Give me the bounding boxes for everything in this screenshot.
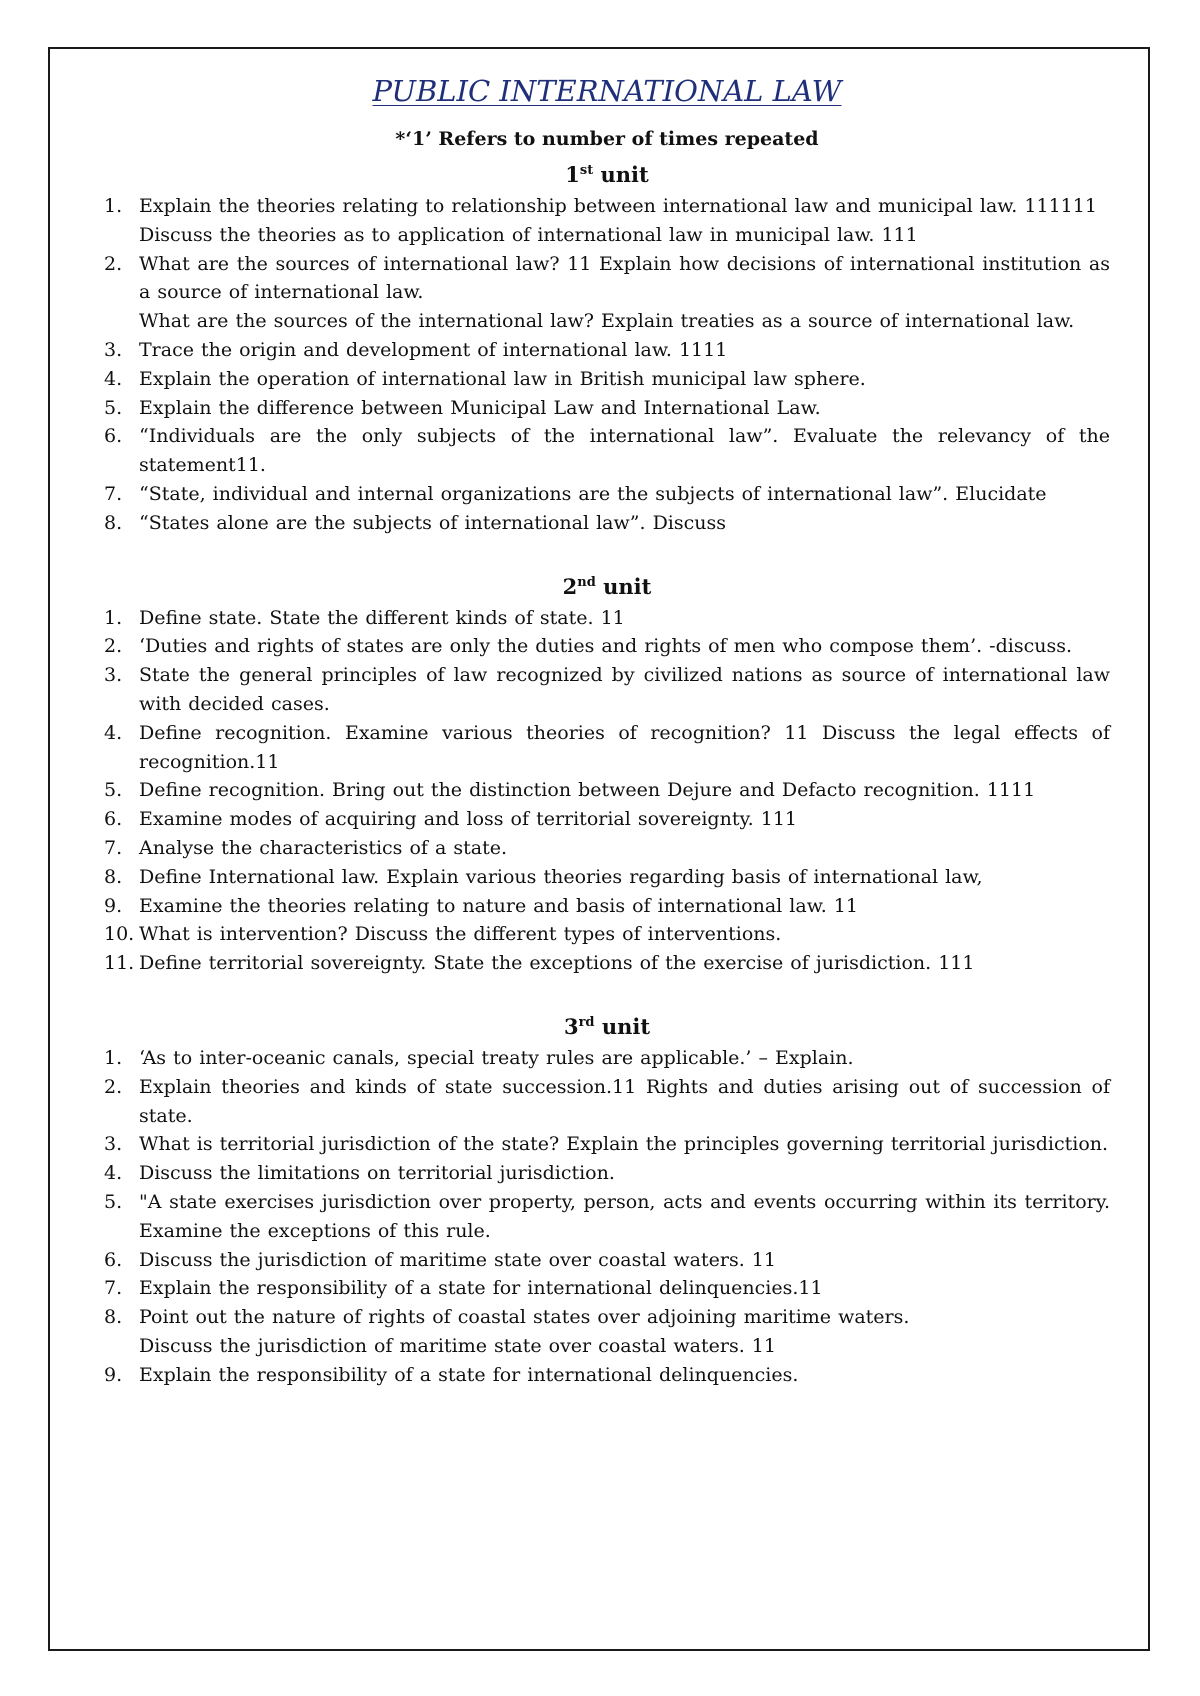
question-item bbox=[104, 394, 1110, 423]
question-number: 4. bbox=[104, 367, 123, 390]
question-number: 3. bbox=[104, 1133, 123, 1156]
question-text: Trace the origin and development of international law. 1111 bbox=[139, 338, 728, 361]
question-item bbox=[104, 863, 1110, 892]
unit-label: unit bbox=[603, 573, 652, 599]
question-item bbox=[104, 776, 1110, 805]
question-item bbox=[104, 661, 1110, 719]
question-number: 3. bbox=[104, 338, 123, 361]
unit-ordinal-suffix: rd bbox=[578, 1014, 595, 1030]
question-text: ‘Duties and rights of states are only the duties and rights of men who compose them’. -discuss. bbox=[139, 635, 1073, 658]
question-item bbox=[104, 892, 1110, 921]
question-text: Discuss the theories as to application of international law in municipal law. 111 bbox=[139, 223, 918, 246]
question-list bbox=[104, 604, 1110, 978]
unit-spacer bbox=[104, 538, 1110, 564]
question-item bbox=[104, 1361, 1110, 1390]
question-item bbox=[104, 1130, 1110, 1159]
question-item bbox=[104, 632, 1110, 661]
question-text: State the general principles of law recognized by civilized nations as source of international law with decided cases. bbox=[139, 664, 1110, 715]
unit-heading bbox=[104, 570, 1110, 604]
question-number: 6. bbox=[104, 1248, 123, 1271]
question-number: 4. bbox=[104, 1162, 123, 1185]
question-text: Explain the responsibility of a state for international delinquencies.11 bbox=[139, 1277, 823, 1300]
question-text: Discuss the limitations on territorial jurisdiction. bbox=[139, 1162, 615, 1185]
unit-heading bbox=[104, 1010, 1110, 1044]
question-item bbox=[104, 604, 1110, 633]
question-item bbox=[104, 192, 1110, 250]
question-item bbox=[104, 834, 1110, 863]
question-number: 8. bbox=[104, 865, 123, 888]
question-text: "A state exercises jurisdiction over property, person, acts and events occurring within its territory. Examine the exceptions of this rule. bbox=[139, 1190, 1110, 1242]
question-number: 10. bbox=[104, 923, 135, 946]
unit-label: unit bbox=[600, 162, 649, 187]
question-text: Explain the responsibility of a state for international delinquencies. bbox=[139, 1363, 799, 1386]
repeat-count-note: *‘1’ Refers to number of times repeated bbox=[395, 128, 819, 150]
question-text: Explain the difference between Municipal Law and International Law. bbox=[139, 396, 821, 419]
question-text: “States alone are the subjects of international law”. Discuss bbox=[139, 511, 727, 534]
unit-heading bbox=[104, 158, 1110, 192]
question-number: 7. bbox=[104, 1277, 123, 1300]
question-number: 1. bbox=[104, 606, 123, 629]
question-item bbox=[104, 1159, 1110, 1188]
unit-ordinal-suffix: st bbox=[579, 163, 594, 178]
unit-label: unit bbox=[601, 1013, 651, 1039]
question-text: Define territorial sovereignty. State the exceptions of the exercise of jurisdiction. 111 bbox=[139, 952, 975, 975]
question-number: 7. bbox=[104, 836, 123, 859]
question-text: Define recognition. Bring out the distinction between Dejure and Defacto recognition. 1111 bbox=[139, 779, 1036, 802]
question-text: Analyse the characteristics of a state. bbox=[139, 836, 507, 859]
question-item bbox=[104, 1246, 1110, 1275]
question-item bbox=[104, 920, 1110, 949]
question-number: 7. bbox=[104, 482, 123, 505]
question-item bbox=[104, 250, 1110, 336]
question-text: Discuss the jurisdiction of maritime state over coastal waters. 11 bbox=[139, 1248, 776, 1271]
question-item bbox=[104, 365, 1110, 394]
question-item bbox=[104, 422, 1110, 480]
question-text: Define recognition. Examine various theories of recognition? 11 Discuss the legal effects of recognition.11 bbox=[139, 721, 1110, 773]
question-text: Examine the theories relating to nature and basis of international law. 11 bbox=[139, 894, 858, 917]
question-item bbox=[104, 1188, 1110, 1246]
unit-number: 1 bbox=[565, 162, 580, 187]
page-title: PUBLIC INTERNATIONAL LAW bbox=[372, 74, 842, 108]
question-item bbox=[104, 336, 1110, 365]
question-item bbox=[104, 1303, 1110, 1361]
unit-spacer bbox=[104, 978, 1110, 1004]
question-item bbox=[104, 509, 1110, 538]
question-text: Explain theories and kinds of state succession.11 Rights and duties arising out of succession of state. bbox=[139, 1075, 1110, 1127]
question-number: 8. bbox=[104, 1306, 123, 1329]
question-item bbox=[104, 1044, 1110, 1073]
question-number: 5. bbox=[104, 779, 123, 802]
question-number: 2. bbox=[104, 1075, 123, 1098]
question-item bbox=[104, 949, 1110, 978]
question-number: 5. bbox=[104, 1190, 123, 1213]
question-item bbox=[104, 1274, 1110, 1303]
question-text: What is territorial jurisdiction of the state? Explain the principles governing territorial jurisdiction. bbox=[139, 1133, 1109, 1156]
question-list bbox=[104, 1044, 1110, 1390]
question-text: Point out the nature of rights of coastal states over adjoining maritime waters. bbox=[139, 1306, 910, 1329]
question-text: ‘As to inter-oceanic canals, special treaty rules are applicable.’ – Explain. bbox=[139, 1046, 854, 1069]
question-text: What is intervention? Discuss the different types of interventions. bbox=[139, 923, 782, 946]
question-number: 9. bbox=[104, 894, 123, 917]
question-number: 2. bbox=[104, 635, 123, 658]
question-text: Explain the theories relating to relationship between international law and municipal law. 111111 bbox=[139, 195, 1097, 217]
question-number: 11. bbox=[104, 952, 135, 975]
question-number: 1. bbox=[104, 1046, 123, 1069]
question-text: “State, individual and internal organizations are the subjects of international law”. Elucidate bbox=[139, 482, 1047, 505]
question-number: 1. bbox=[104, 195, 123, 217]
question-list bbox=[104, 192, 1110, 538]
question-number: 4. bbox=[104, 721, 123, 744]
units-container bbox=[104, 158, 1110, 1389]
question-text: Define International law. Explain various theories regarding basis of international law, bbox=[139, 865, 983, 888]
unit-ordinal-suffix: nd bbox=[577, 574, 596, 590]
unit-number: 3 bbox=[563, 1013, 579, 1039]
question-item bbox=[104, 805, 1110, 834]
question-number: 2. bbox=[104, 252, 123, 275]
document-body bbox=[104, 70, 1110, 1389]
question-item bbox=[104, 1073, 1110, 1131]
question-text: What are the sources of the international law? Explain treaties as a source of international law. bbox=[139, 310, 1075, 333]
question-number: 3. bbox=[104, 664, 123, 687]
question-text: Define state. State the different kinds of state. 11 bbox=[139, 606, 625, 629]
question-text: “Individuals are the only subjects of the international law”. Evaluate the relevancy of the statement11. bbox=[139, 425, 1110, 477]
question-text: Examine modes of acquiring and loss of territorial sovereignty. 111 bbox=[139, 808, 798, 831]
question-item bbox=[104, 719, 1110, 777]
question-number: 8. bbox=[104, 511, 123, 534]
question-number: 6. bbox=[104, 425, 123, 448]
question-text: Explain the operation of international law in British municipal law sphere. bbox=[139, 367, 866, 390]
question-number: 6. bbox=[104, 808, 123, 831]
question-text: What are the sources of international law? 11 Explain how decisions of international institution as a source of international law. bbox=[139, 252, 1110, 304]
question-number: 5. bbox=[104, 396, 123, 419]
unit-number: 2 bbox=[562, 573, 578, 599]
question-item bbox=[104, 480, 1110, 509]
question-number: 9. bbox=[104, 1363, 123, 1386]
question-text: Discuss the jurisdiction of maritime state over coastal waters. 11 bbox=[139, 1334, 776, 1357]
